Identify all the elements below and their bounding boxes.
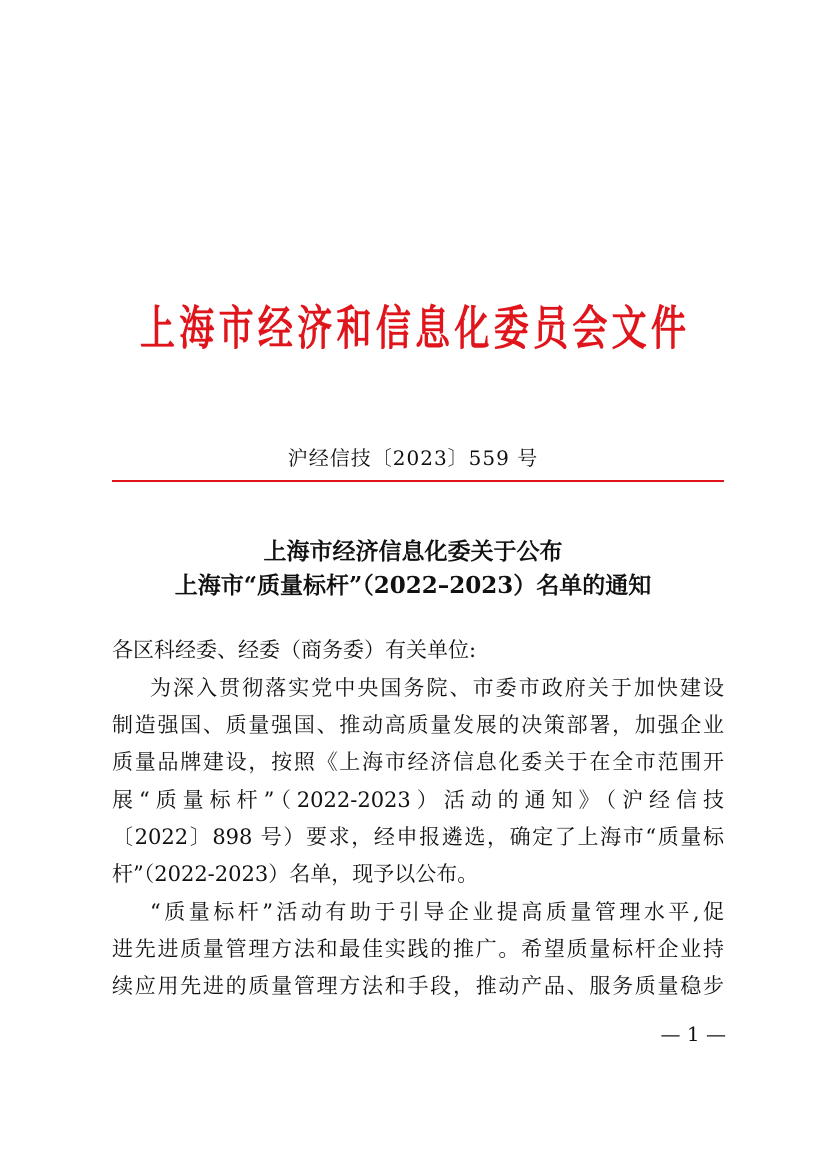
body-line: 为深入贯彻落实党中央国务院、市委市政府关于加快建设	[150, 676, 724, 700]
red-divider	[112, 480, 724, 482]
body-line: 质量品牌建设，按照《上海市经济信息化委关于在全市范围开	[112, 750, 724, 774]
body-line: 续应用先进的质量管理方法和手段，推动产品、服务质量稳步	[112, 974, 724, 998]
notice-title-line-2: 上海市“质量标杆”（2022–2023）名单的通知	[174, 572, 652, 599]
body-line: 杆”（2022-2023）名单，现予以公布。	[112, 862, 479, 886]
notice-title-line-1: 上海市经济信息化委关于公布	[263, 538, 563, 565]
page-number: — 1 —	[660, 1022, 726, 1046]
body-line: 展“质量标杆”（2022-2023）活动的通知》（沪经信技	[112, 788, 724, 812]
document-number: 沪经信技〔2023〕559 号	[287, 446, 539, 470]
body-line: “质量标杆”活动有助于引导企业提高质量管理水平,促	[150, 900, 724, 924]
body-line: 进先进质量管理方法和最佳实践的推广。希望质量标杆企业持	[112, 937, 724, 961]
salutation: 各区科经委、经委（商务委）有关单位:	[112, 638, 477, 662]
issuer-heading: 上海市经济和信息化委员会文件	[140, 301, 686, 357]
body-line: 制造强国、质量强国、推动高质量发展的决策部署，加强企业	[112, 713, 724, 737]
body-line: 〔2022〕898 号）要求，经申报遴选，确定了上海市“质量标	[112, 825, 724, 849]
